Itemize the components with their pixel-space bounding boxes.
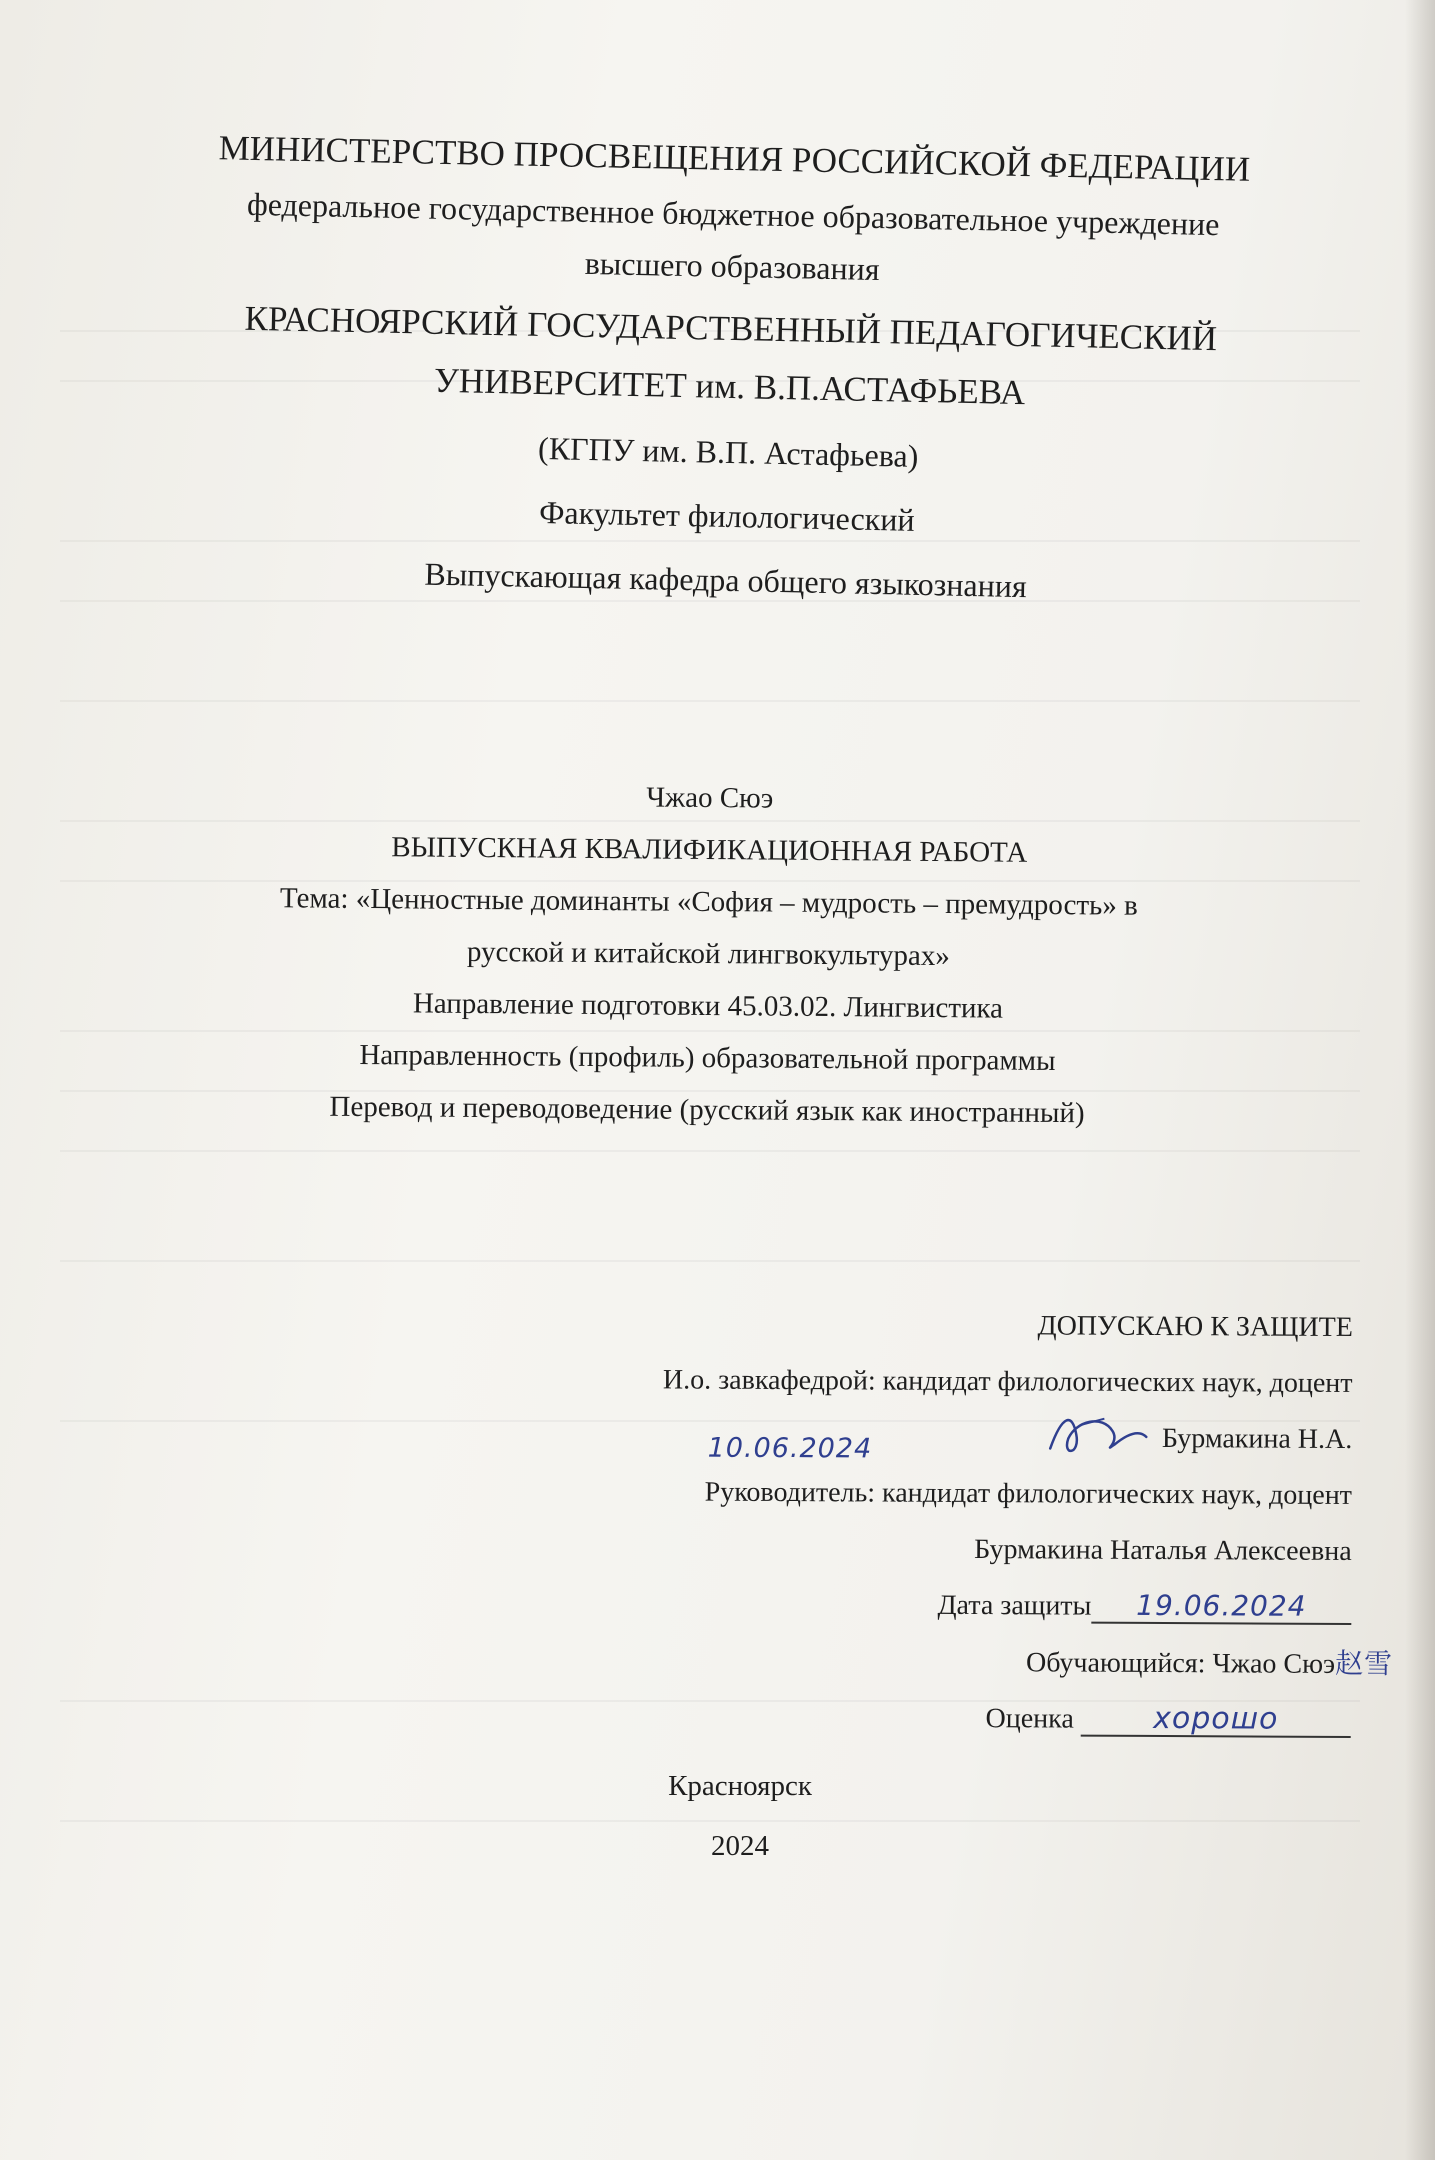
year: 2024 xyxy=(711,1830,769,1862)
defense-date-label: Дата защиты xyxy=(937,1589,1092,1622)
admit-to-defense: ДОПУСКАЮ К ЗАЩИТЕ xyxy=(1037,1310,1353,1343)
bleed-through-line xyxy=(60,700,1360,702)
city: Красноярск xyxy=(668,1770,812,1802)
topic-line-1: Тема: «Ценностные доминанты «София – мудрость – премудрость» в xyxy=(279,882,1138,922)
bleed-through-line xyxy=(60,1260,1360,1262)
topic-line-2: русской и китайской лингвокультурах» xyxy=(466,935,950,973)
head-name: Бурмакина Н.А. xyxy=(1161,1423,1353,1455)
department-name: Выпускающая кафедра общего языкознания xyxy=(424,555,1028,605)
institution-type: федеральное государственное бюджетное образовательное учреждение xyxy=(246,185,1220,243)
grade-line xyxy=(451,1688,1351,1749)
handwritten-signature-icon xyxy=(1042,1404,1152,1465)
page-edge-shadow xyxy=(1405,0,1435,2160)
author-name: Чжао Сюэ xyxy=(646,781,774,815)
work-type: ВЫПУСКНАЯ КВАЛИФИКАЦИОННАЯ РАБОТА xyxy=(391,831,1028,869)
profile-value: Перевод и переводоведение (русский язык как иностранный) xyxy=(329,1090,1085,1130)
head-signature-line xyxy=(452,1407,1352,1468)
faculty-name: Факультет филологический xyxy=(538,493,915,538)
ministry-name: МИНИСТЕРСТВО ПРОСВЕЩЕНИЯ РОССИЙСКОЙ ФЕДЕРАЦИИ xyxy=(218,128,1251,189)
student-label: Обучающийся: Чжао Сюэ xyxy=(1025,1647,1336,1680)
title-page-header xyxy=(150,118,1310,618)
university-name-line2: УНИВЕРСИТЕТ им. В.П.АСТАФЬЕВА xyxy=(433,360,1026,413)
title-page-footer xyxy=(560,1756,920,1876)
approval-block xyxy=(451,1295,1394,1749)
supervisor-name: Бурмакина Наталья Алексеевна xyxy=(974,1534,1352,1567)
profile-label: Направленность (профиль) образовательной программы xyxy=(359,1038,1056,1078)
head-of-department-label: И.о. завкафедрой: кандидат филологических наук, доцент xyxy=(662,1364,1353,1399)
supervisor-label: Руководитель: кандидат филологических наук, доцент xyxy=(704,1476,1353,1511)
student-line xyxy=(451,1631,1393,1693)
university-name-line1: КРАСНОЯРСКИЙ ГОСУДАРСТВЕННЫЙ ПЕДАГОГИЧЕСКИЙ xyxy=(244,298,1218,359)
education-level: высшего образования xyxy=(584,244,880,288)
grade-label: Оценка xyxy=(985,1703,1074,1735)
student-signature: 赵雪 xyxy=(1334,1646,1394,1681)
grade-value: хорошо xyxy=(1153,1700,1279,1737)
head-signature-date: 10.06.2024 xyxy=(707,1432,873,1465)
defense-date-value: 19.06.2024 xyxy=(1136,1588,1307,1623)
defense-date-line xyxy=(451,1575,1351,1636)
study-direction: Направление подготовки 45.03.02. Лингвистика xyxy=(412,987,1004,1025)
grade-field xyxy=(1081,1700,1351,1738)
bleed-through-line xyxy=(60,1150,1360,1152)
university-short-name: (КГПУ им. В.П. Астафьева) xyxy=(537,429,919,474)
work-title-block xyxy=(227,768,1190,1140)
defense-date-field xyxy=(1091,1588,1351,1625)
